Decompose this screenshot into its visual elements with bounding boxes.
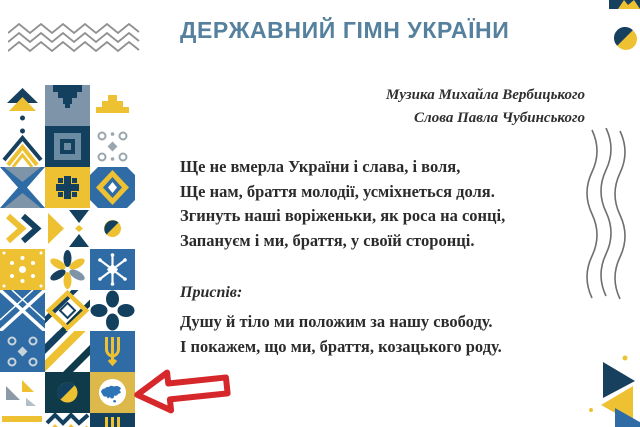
tile-diagonal-lattice-blue-icon: [0, 290, 45, 331]
tile-horizontal-stripes-icon: [0, 413, 45, 427]
credit-lyrics: Слова Павла Чубинського: [414, 110, 585, 126]
credit-music: Музика Михайла Вербицького: [386, 87, 585, 103]
tile-trident-on-navy-icon: [90, 413, 135, 427]
credits-block: [386, 84, 585, 130]
verse-line: Запануєм і ми, браття, у своїй сторонці.: [180, 230, 475, 250]
tile-pinwheel-triangles-icon: [45, 208, 90, 249]
triangle-cluster-ornament: [585, 350, 640, 427]
zigzag-lines-ornament: [8, 22, 140, 58]
tile-scattered-triangles-icon: [0, 372, 45, 413]
tile-triangle-mountain-icon: [0, 85, 45, 126]
tile-trident-on-blue-icon: [90, 331, 135, 372]
tile-crescent-circle-small-icon: [90, 208, 135, 249]
tile-ukraine-map-icon: [90, 372, 135, 413]
tile-concentric-squares-icon: [45, 126, 90, 167]
tile-diagonal-stripes-icon: [45, 331, 90, 372]
crescent-circle-icon: [614, 27, 638, 51]
tile-scroll-snowflake-gray-icon: [90, 126, 135, 167]
tile-hourglass-cross-blue-icon: [0, 167, 45, 208]
page-title: ДЕРЖАВНИЙ ГІМН УКРАЇНИ: [180, 17, 510, 43]
chorus-line: І покажем, що ми, браття, козацького роду.: [180, 336, 502, 356]
verse-line: Згинуть наші воріженьки, як роса на сонці,: [180, 206, 506, 225]
tile-double-chevron-right-icon: [0, 208, 45, 249]
tile-cross-flower-navy-icon: [45, 167, 90, 208]
verse-block: [180, 155, 505, 253]
folk-pattern-column: [0, 85, 135, 427]
tile-dot-star-yellow-icon: [0, 249, 45, 290]
wavy-lines-ornament: [584, 128, 640, 300]
tile-kilim-diamond-icon: [90, 167, 135, 208]
tile-scroll-snowflake-blue-icon: [0, 331, 45, 372]
tile-diamond-stripes-icon: [45, 290, 90, 331]
tile-stepped-pyramid-slate-icon: [45, 85, 90, 126]
chorus-block: [180, 310, 502, 359]
tile-chevron-triangle-icon: [0, 126, 45, 167]
tile-crescent-circle-teal-icon: [45, 372, 90, 413]
tile-six-petal-flower-icon: [45, 249, 90, 290]
chorus-line: Душу й тіло ми положим за нашу свободу.: [180, 312, 493, 331]
tile-four-petal-rosette-icon: [90, 290, 135, 331]
corner-pattern-fragment-icon: [609, 0, 640, 9]
tile-stepped-pyramid-yellow-icon: [90, 85, 135, 126]
red-arrow-annotation-icon: [131, 360, 236, 420]
tile-zigzag-chevrons-icon: [45, 413, 90, 427]
verse-line: Ще нам, браття молодії, усміхнеться доля.: [180, 181, 495, 201]
chorus-label: Приспів:: [180, 284, 243, 301]
tile-snowflake-blue-icon: [90, 249, 135, 290]
verse-line: Ще не вмерла України і слава, і воля,: [180, 157, 461, 176]
